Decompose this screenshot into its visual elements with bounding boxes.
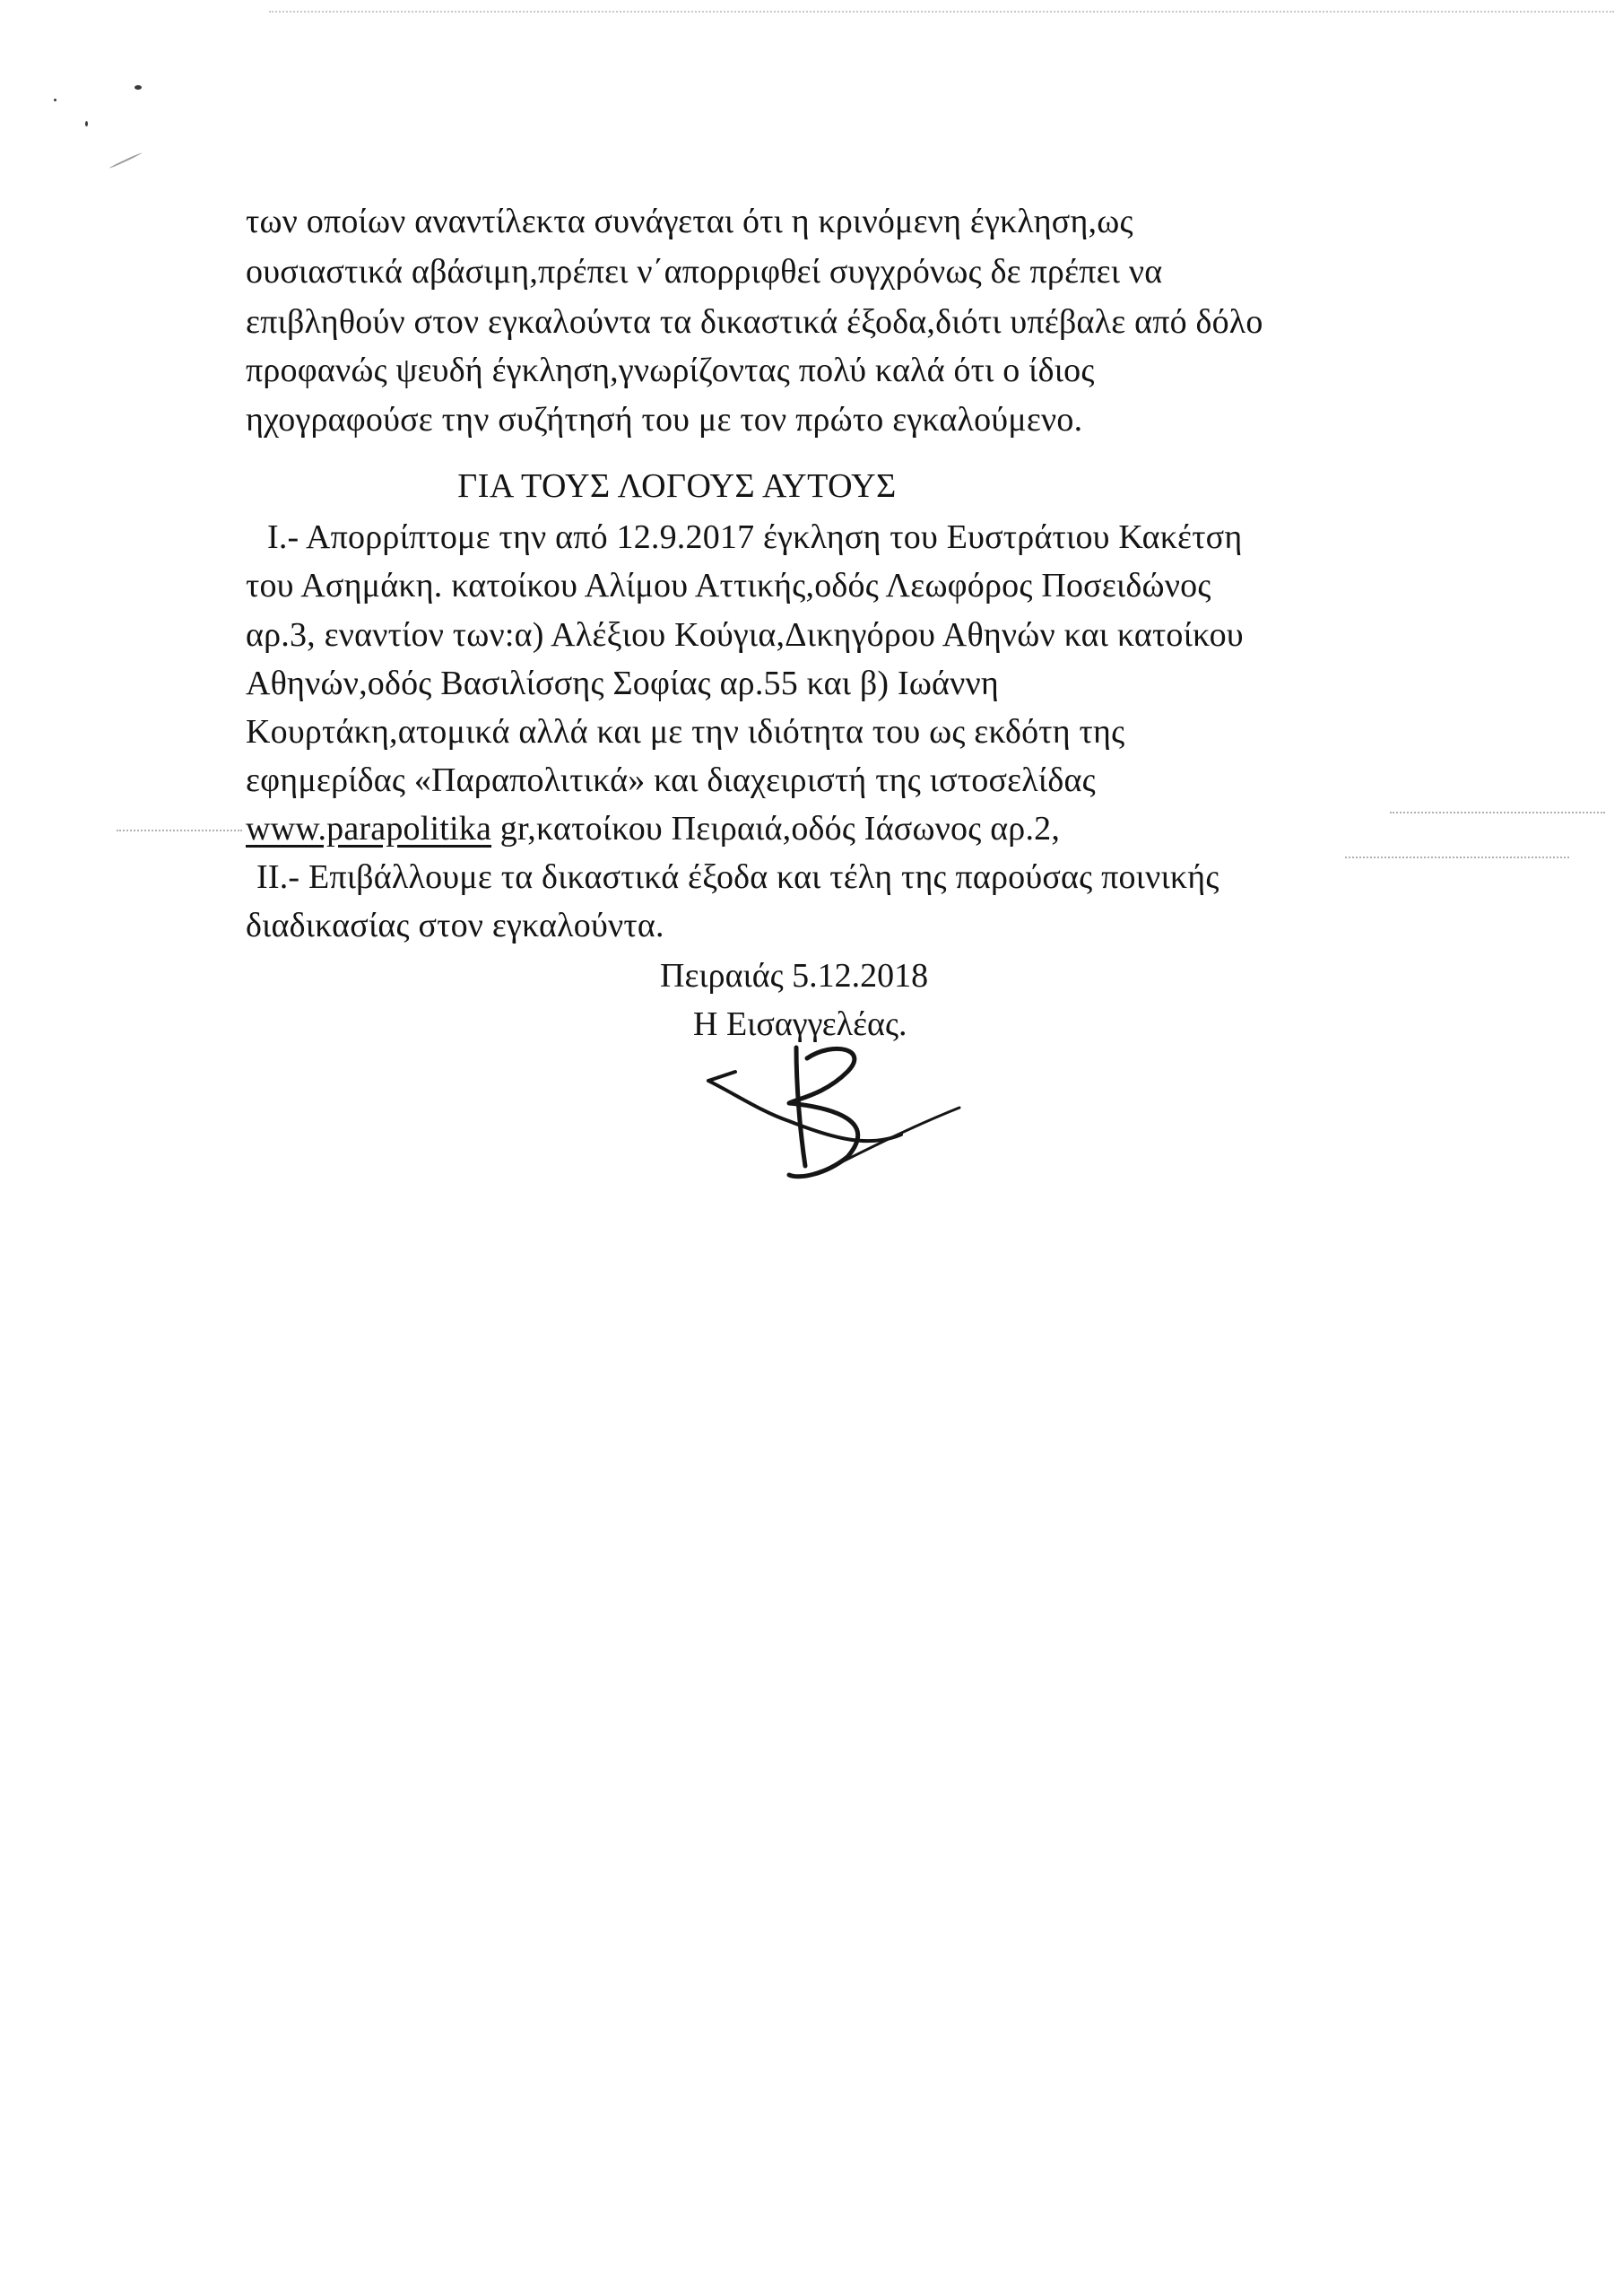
ruling-line: του Ασημάκη. κατοίκου Αλίμου Αττικής,οδός Λεωφόρος Ποσειδώνος [246, 567, 1211, 604]
ruling-line: αρ.3, εναντίον των:α) Αλέξιου Κούγια,Δικηγόρου Αθηνών και κατοίκου [246, 616, 1244, 654]
ruling-line: Αθηνών,οδός Βασιλίσσης Σοφίας αρ.55 και β) Ιωάννη [246, 665, 999, 702]
scan-speck [135, 85, 142, 90]
paragraph-line: των οποίων αναντίλεκτα συνάγεται ότι η κρινόμενη έγκληση,ως [246, 203, 1133, 240]
scan-artifact-line [1345, 857, 1569, 858]
paragraph-line: ηχογραφούσε την συζήτησή του με τον πρώτο εγκαλούμενο. [246, 401, 1083, 439]
ruling-line: ΙΙ.- Επιβάλλουμε τα δικαστικά έξοδα και τέλη της παρούσας ποινικής [256, 858, 1219, 896]
place-date: Πειραιάς 5.12.2018 [660, 957, 929, 995]
section-heading [0, 466, 1623, 506]
ruling-line-address [246, 809, 1060, 848]
paragraph-line: προφανώς ψευδή έγκληση,γνωρίζοντας πολύ καλά ότι ο ίδιος [246, 352, 1095, 389]
ruling-line: Ι.- Απορρίπτομε την από 12.9.2017 έγκληση του Ευστράτιου Κακέτση [267, 518, 1243, 556]
paragraph-line: επιβληθούν στον εγκαλούντα τα δικαστικά έξοδα,διότι υπέβαλε από δόλο [246, 303, 1263, 341]
ruling-line: διαδικασίας στον εγκαλούντα. [246, 907, 664, 944]
scan-speck [54, 99, 56, 101]
scan-artifact-line [269, 11, 1614, 13]
address-text: gr,κατοίκου Πειραιά,οδός Ιάσωνος αρ.2, [491, 810, 1061, 848]
section-heading-text: ΓΙΑ ΤΟΥΣ ΛΟΓΟΥΣ ΑΥΤΟΥΣ [457, 467, 897, 505]
ruling-line: εφημερίδας «Παραπολιτικά» και διαχειριστή της ιστοσελίδας [246, 761, 1096, 799]
scan-speck [108, 152, 142, 170]
ruling-line: Κουρτάκη,ατομικά αλλά και με την ιδιότητα του ως εκδότη της [246, 713, 1125, 751]
handwritten-signature [699, 1031, 968, 1184]
scan-speck [85, 121, 88, 126]
signatory-title: Η Εισαγγελέας. [693, 1005, 907, 1043]
website-link[interactable]: www.parapolitika [246, 810, 492, 848]
scan-artifact-line [1390, 812, 1605, 813]
paragraph-line: ουσιαστικά αβάσιμη,πρέπει ν΄απορριφθεί συγχρόνως δε πρέπει να [246, 253, 1163, 291]
scan-artifact-line [117, 830, 242, 831]
